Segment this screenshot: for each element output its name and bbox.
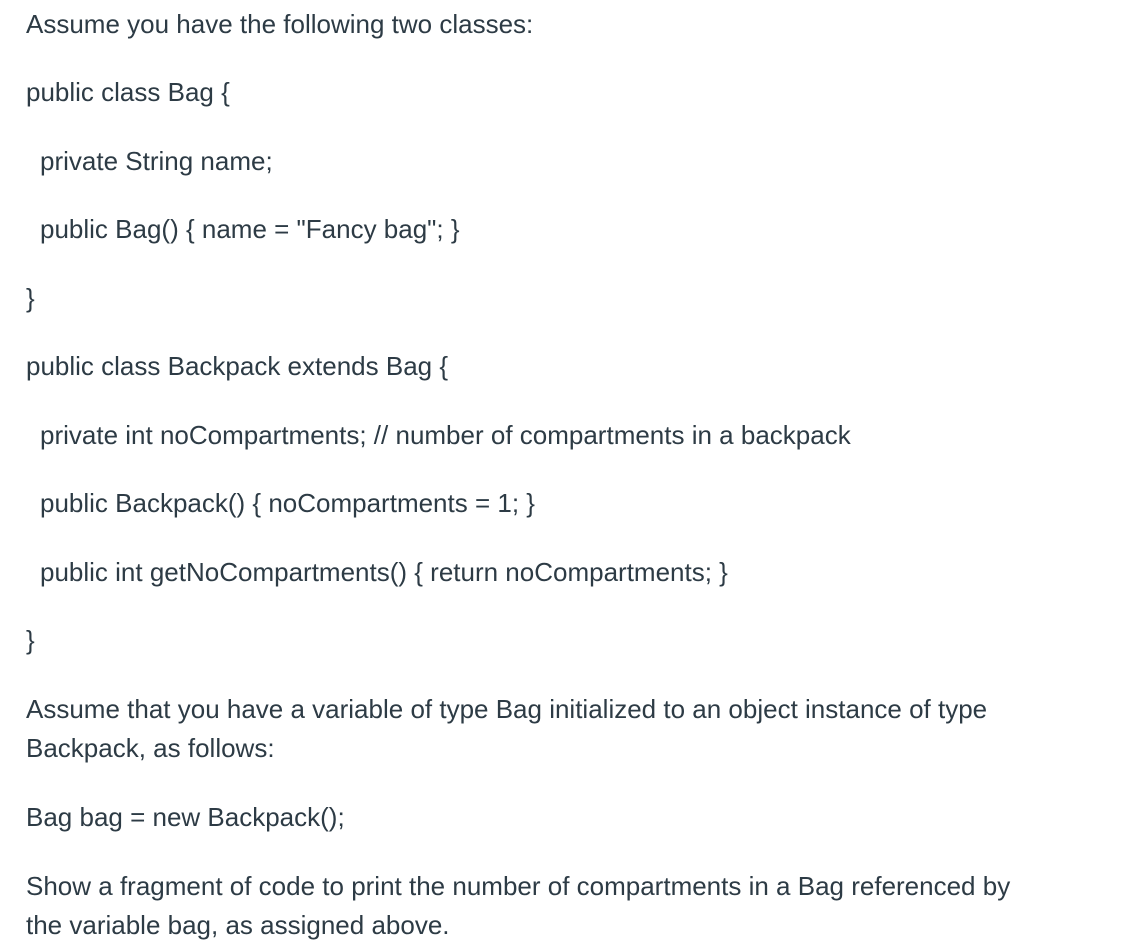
variable-declaration: Bag bag = new Backpack();	[26, 802, 345, 832]
backpack-constructor: public Backpack() { noCompartments = 1; }	[40, 488, 535, 518]
backpack-field: private int noCompartments; // number of compartments in a backpack	[40, 420, 851, 450]
question-text-line1: Show a fragment of code to print the number of compartments in a Bag referenced by	[26, 871, 1011, 901]
assume-text-line1: Assume that you have a variable of type Bag initialized to an object instance of type	[26, 694, 988, 724]
bag-class-close: }	[26, 283, 35, 313]
backpack-class-header: public class Backpack extends Bag {	[26, 351, 449, 381]
intro-text: Assume you have the following two classes:	[26, 9, 534, 39]
backpack-method: public int getNoCompartments() { return noCompartments; }	[40, 557, 728, 587]
bag-class-header: public class Bag {	[26, 77, 230, 107]
question-text-line2: the variable bag, as assigned above.	[26, 910, 450, 940]
bag-field: private String name;	[40, 146, 273, 176]
bag-constructor: public Bag() { name = "Fancy bag"; }	[40, 214, 460, 244]
backpack-class-close: }	[26, 625, 35, 655]
assume-text-line2: Backpack, as follows:	[26, 733, 275, 763]
